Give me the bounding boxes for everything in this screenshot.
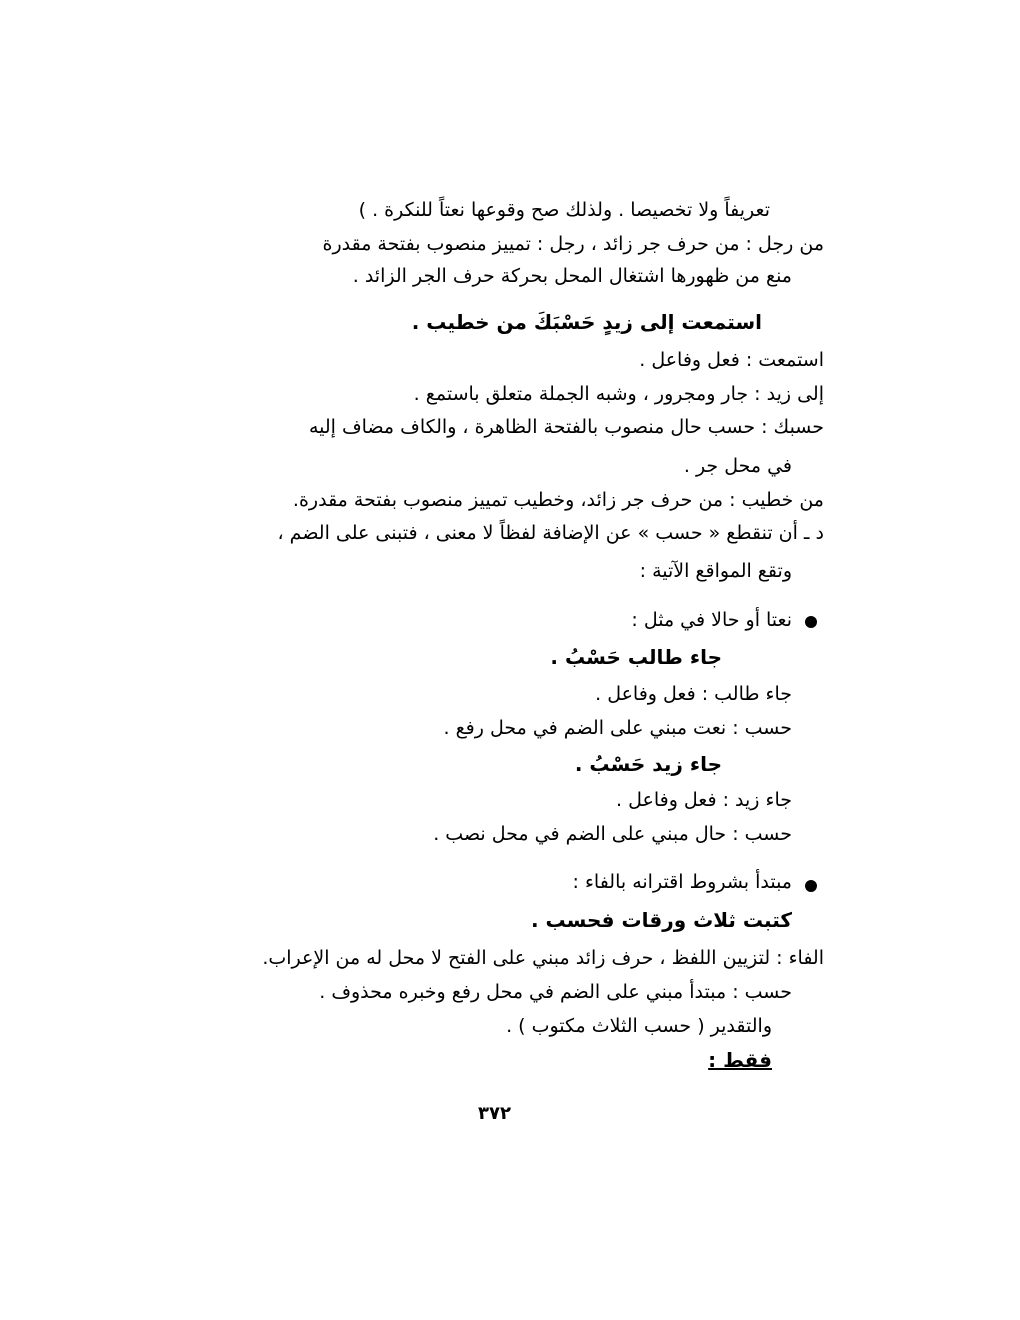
bullet-item: مبتدأ بشروط اقترانه بالفاء : <box>572 871 792 893</box>
text-line: حسبك : حسب حال منصوب بالفتحة الظاهرة ، والكاف مضاف إليه <box>308 416 824 438</box>
text-line: جاء طالب : فعل وفاعل . <box>595 683 792 705</box>
bullet-icon <box>805 880 817 892</box>
text-line: والتقدير ( حسب الثلاث مكتوب ) . <box>506 1015 772 1037</box>
text-line: الفاء : لتزيين اللفظ ، حرف زائد مبني على الفتح لا محل له من الإعراب. <box>262 947 824 969</box>
page-number: ٣٧٢ <box>478 1103 511 1124</box>
example-sentence: استمعت إلى زيدٍ حَسْبَكَ من خطيب . <box>411 310 762 334</box>
text-line: منع من ظهورها اشتغال المحل بحركة حرف الجر الزائد . <box>352 265 792 287</box>
text-line: إلى زيد : جار ومجرور ، وشبه الجملة متعلق باستمع . <box>413 383 824 405</box>
text-line: حسب : حال مبني على الضم في محل نصب . <box>433 823 792 845</box>
example-sentence: جاء زيد حَسْبُ . <box>574 752 722 776</box>
text-line: جاء زيد : فعل وفاعل . <box>616 789 792 811</box>
text-line: من خطيب : من حرف جر زائد، وخطيب تمييز منصوب بفتحة مقدرة. <box>292 489 824 511</box>
example-sentence: جاء طالب حَسْبُ . <box>550 645 722 669</box>
text-line: حسب : نعت مبني على الضم في محل رفع . <box>443 717 792 739</box>
bullet-icon <box>805 616 817 628</box>
text-line: في محل جر . <box>683 455 792 477</box>
section-heading: فقط : <box>708 1048 772 1072</box>
text-line: وتقع المواقع الآتية : <box>639 560 792 582</box>
example-sentence: كتبت ثلاث ورقات فحسب . <box>530 908 792 932</box>
text-line: من رجل : من حرف جر زائد ، رجل : تمييز منصوب بفتحة مقدرة <box>322 233 824 255</box>
text-line: استمعت : فعل وفاعل . <box>639 349 824 371</box>
text-line: حسب : مبتدأ مبني على الضم في محل رفع وخبره محذوف . <box>319 981 792 1003</box>
text-line: تعريفاً ولا تخصيصا . ولذلك صح وقوعها نعتاً للنكرة . ) <box>358 199 770 221</box>
bullet-item: نعتا أو حالا في مثل : <box>631 609 792 631</box>
text-line: د ـ أن تنقطع « حسب » عن الإضافة لفظاً لا معنى ، فتبنى على الضم ، <box>277 522 824 544</box>
